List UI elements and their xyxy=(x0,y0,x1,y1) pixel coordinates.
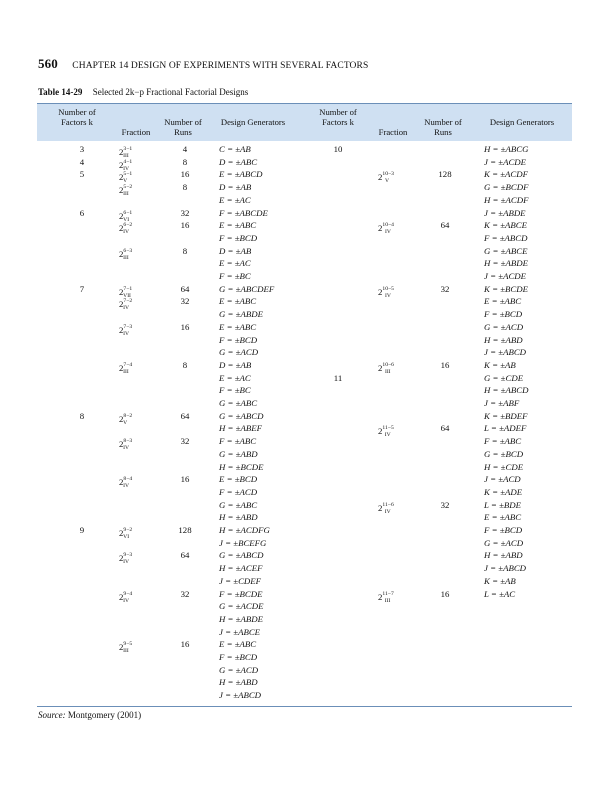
generator-right-11: K = ±BCDE xyxy=(484,283,528,294)
generator-left-5: F = ±ABCDE xyxy=(219,207,268,218)
fraction-left-32 xyxy=(119,550,133,567)
fraction-exponent: 9−4 xyxy=(123,590,133,597)
fraction-exponent: 8−2 xyxy=(123,412,133,419)
fraction-exponent: 9−3 xyxy=(123,552,133,559)
fraction-base: 2 xyxy=(119,248,124,259)
fraction-resolution: V xyxy=(123,178,128,185)
fraction-resolution: III xyxy=(123,191,129,198)
header-fraction-right: Fraction xyxy=(378,127,408,137)
generator-right-7: F = ±ABCD xyxy=(484,232,528,243)
generator-left-43: J = ±ABCD xyxy=(219,690,262,701)
generator-right-4: H = ±ACDF xyxy=(484,194,529,205)
fraction-base: 2 xyxy=(378,172,383,183)
generator-left-4: E = ±AC xyxy=(219,194,251,205)
generator-left-0: C = ±AB xyxy=(219,144,251,154)
fraction-left-14 xyxy=(119,322,133,339)
generator-right-24: G = ±BCD xyxy=(484,448,524,459)
runs-left-17: 8 xyxy=(182,359,188,370)
runs-left-6: 16 xyxy=(180,220,190,231)
fraction-resolution: V xyxy=(384,178,389,185)
table-body xyxy=(37,144,572,702)
generator-left-23: F = ±ABC xyxy=(219,436,257,447)
factors-left-1: 4 xyxy=(79,156,85,167)
fraction-exponent: 9−2 xyxy=(123,527,133,533)
fraction-exponent: 10−5 xyxy=(382,285,394,292)
fraction-exponent: 11−5 xyxy=(382,425,394,432)
generator-left-6: E = ±ABC xyxy=(219,220,257,231)
generator-left-9: E = ±AC xyxy=(219,258,251,269)
header-runs-right: Number of Runs xyxy=(424,117,462,138)
fraction-right-11 xyxy=(378,284,394,301)
generator-right-32: H = ±ABD xyxy=(484,550,523,561)
factors-left-11: 7 xyxy=(79,283,85,294)
generator-right-0: H = ±ABCG xyxy=(484,144,529,154)
fraction-base: 2 xyxy=(378,286,383,297)
fraction-resolution: IV xyxy=(123,445,130,452)
generator-right-22: L = ±ADEF xyxy=(484,423,527,434)
generator-left-15: F = ±BCD xyxy=(219,334,258,345)
fraction-exponent: 5−1 xyxy=(123,171,133,178)
fraction-left-17 xyxy=(119,360,133,377)
generator-right-20: J = ±ABF xyxy=(484,398,520,408)
fraction-base: 2 xyxy=(119,159,124,170)
factors-left-0: 3 xyxy=(79,144,85,154)
fraction-right-17 xyxy=(378,360,394,377)
fraction-base: 2 xyxy=(378,223,383,234)
fraction-resolution: IV xyxy=(123,597,130,604)
fraction-exponent: 8−3 xyxy=(123,438,133,445)
generator-left-21: G = ±ABCD xyxy=(219,410,264,421)
generator-left-28: G = ±ABC xyxy=(219,499,258,510)
fraction-left-30 xyxy=(119,525,133,542)
table-title: Selected 2k−p Fractional Factorial Designs xyxy=(92,87,249,97)
fraction-base: 2 xyxy=(119,210,124,221)
fraction-base: 2 xyxy=(119,172,124,183)
fraction-exponent: 7−1 xyxy=(123,285,133,292)
generator-right-28: L = ±BDE xyxy=(484,499,521,510)
table-header-block xyxy=(37,103,572,141)
fraction-base: 2 xyxy=(119,299,124,310)
generator-left-38: J = ±ABCE xyxy=(219,626,261,637)
fraction-left-35 xyxy=(119,589,133,606)
fraction-resolution: VI xyxy=(123,534,130,540)
generator-left-27: F = ±ACD xyxy=(219,486,258,497)
factors-right-18: 11 xyxy=(333,372,343,383)
generator-left-2: E = ±ABCD xyxy=(219,169,263,180)
fraction-resolution: VI xyxy=(123,216,130,223)
generator-right-15: H = ±ABD xyxy=(484,334,523,345)
generator-left-39: E = ±ABC xyxy=(219,639,257,650)
header-runs-left: Number of Runs xyxy=(164,117,202,138)
fraction-resolution: IV xyxy=(384,292,391,299)
generator-right-27: K = ±ADE xyxy=(484,486,523,497)
fraction-resolution: IV xyxy=(123,229,130,236)
fraction-resolution: IV xyxy=(123,559,130,566)
fraction-base: 2 xyxy=(119,477,124,488)
fraction-base: 2 xyxy=(119,553,124,564)
fraction-resolution: IV xyxy=(123,165,130,172)
fraction-resolution: III xyxy=(123,648,129,655)
fraction-exponent: 5−2 xyxy=(123,184,133,191)
runs-right-11: 32 xyxy=(440,283,450,294)
fraction-left-6 xyxy=(119,220,133,237)
generator-left-13: G = ±ABDE xyxy=(219,309,263,320)
fraction-resolution: III xyxy=(384,368,391,375)
runs-left-32: 64 xyxy=(180,550,190,561)
running-header xyxy=(38,56,368,72)
fraction-left-21 xyxy=(119,411,133,428)
fraction-right-22 xyxy=(378,423,394,440)
fraction-base: 2 xyxy=(119,642,124,653)
generator-left-36: G = ±ACDE xyxy=(219,601,264,612)
generator-right-2: K = ±ACDF xyxy=(484,169,528,180)
generator-left-11: G = ±ABCDEF xyxy=(219,283,275,294)
fraction-resolution: III xyxy=(123,153,129,159)
generator-left-10: F = ±BC xyxy=(219,271,251,281)
generator-left-37: H = ±ABDE xyxy=(219,613,263,624)
fraction-right-28 xyxy=(378,500,394,517)
source-text: Montgomery (2001) xyxy=(67,710,142,720)
fraction-exponent: 7−2 xyxy=(123,298,133,305)
generator-right-16: J = ±ABCD xyxy=(484,347,527,358)
fraction-base: 2 xyxy=(119,413,124,424)
fraction-base: 2 xyxy=(119,591,124,602)
fraction-resolution: IV xyxy=(384,432,391,439)
runs-left-14: 16 xyxy=(180,321,190,332)
fraction-exponent: 6−1 xyxy=(123,209,133,216)
fraction-exponent: 10−4 xyxy=(382,222,394,229)
generator-left-22: H = ±ABEF xyxy=(219,423,263,434)
runs-left-21: 64 xyxy=(180,410,190,421)
runs-right-35: 16 xyxy=(440,588,450,599)
fraction-exponent: 11−7 xyxy=(382,590,394,597)
fraction-exponent: 6−3 xyxy=(123,247,133,254)
source-label: Source: xyxy=(38,710,66,720)
fraction-right-6 xyxy=(378,220,394,237)
runs-left-35: 32 xyxy=(180,588,190,599)
fraction-base: 2 xyxy=(378,362,383,373)
generator-left-14: E = ±ABC xyxy=(219,321,257,332)
fraction-left-26 xyxy=(119,474,133,491)
generator-left-7: F = ±BCD xyxy=(219,232,258,243)
generator-left-26: E = ±BCD xyxy=(219,474,258,485)
fraction-exponent: 6−2 xyxy=(123,222,133,229)
fraction-left-3 xyxy=(119,182,133,199)
fraction-right-2 xyxy=(378,169,394,186)
fraction-base: 2 xyxy=(119,439,124,450)
runs-left-2: 16 xyxy=(180,169,190,180)
generator-left-17: D = ±AB xyxy=(219,359,252,370)
generator-right-9: H = ±ABDE xyxy=(484,258,528,269)
generator-right-14: G = ±ACD xyxy=(484,321,524,332)
generator-left-33: H = ±ACEF xyxy=(219,563,263,574)
generator-right-34: K = ±AB xyxy=(484,575,516,586)
fraction-exponent: 11−6 xyxy=(382,501,394,508)
table-caption xyxy=(38,87,248,97)
generator-right-26: J = ±ACD xyxy=(484,474,521,485)
runs-right-17: 16 xyxy=(440,359,450,370)
generator-left-24: G = ±ABD xyxy=(219,448,258,459)
generator-right-18: G = ±CDE xyxy=(484,372,524,383)
table-header-row xyxy=(37,104,572,141)
fraction-exponent: 7−4 xyxy=(123,361,133,368)
runs-right-28: 32 xyxy=(440,499,450,510)
generator-left-1: D = ±ABC xyxy=(219,156,258,167)
fraction-resolution: IV xyxy=(123,305,130,312)
fraction-resolution: V xyxy=(123,419,128,426)
fraction-exponent: 8−4 xyxy=(123,476,133,483)
fraction-exponent: 3−1 xyxy=(123,146,133,152)
fraction-resolution: III xyxy=(384,597,391,604)
fraction-resolution: IV xyxy=(123,330,130,337)
runs-left-12: 32 xyxy=(180,296,190,307)
factors-left-5: 6 xyxy=(79,207,85,218)
generator-right-13: F = ±BCD xyxy=(484,309,523,320)
generator-right-21: K = ±BDEF xyxy=(484,410,528,421)
generator-right-8: G = ±ABCE xyxy=(484,245,528,256)
page-number: 560 xyxy=(38,56,58,71)
generator-left-42: H = ±ABD xyxy=(219,677,258,688)
header-fraction-left: Fraction xyxy=(121,127,151,137)
fraction-exponent: 10−3 xyxy=(382,171,394,178)
generator-right-19: H = ±ABCD xyxy=(484,385,529,396)
fraction-base: 2 xyxy=(378,502,383,513)
generator-left-41: G = ±ACD xyxy=(219,664,259,675)
runs-right-2: 128 xyxy=(438,169,452,180)
generator-left-8: D = ±AB xyxy=(219,245,252,256)
fraction-exponent: 7−3 xyxy=(123,323,133,330)
fraction-base: 2 xyxy=(119,223,124,234)
runs-left-8: 8 xyxy=(182,245,188,256)
generator-right-33: J = ±ABCD xyxy=(484,563,527,574)
runs-left-0: 4 xyxy=(182,144,188,154)
generator-left-12: E = ±ABC xyxy=(219,296,257,307)
generator-left-34: J = ±CDEF xyxy=(219,575,262,586)
fraction-exponent: 4−1 xyxy=(123,158,133,165)
generator-right-17: K = ±AB xyxy=(484,359,516,370)
fraction-right-35 xyxy=(378,589,394,606)
fraction-left-39 xyxy=(119,639,133,656)
fraction-resolution: III xyxy=(123,368,129,375)
fraction-base: 2 xyxy=(119,185,124,196)
fraction-base: 2 xyxy=(119,362,124,373)
generator-right-29: E = ±ABC xyxy=(484,512,522,523)
fraction-resolution: VII xyxy=(123,292,131,299)
chapter-title: CHAPTER 14 DESIGN OF EXPERIMENTS WITH SEVERAL FACTORS xyxy=(72,61,369,71)
generator-left-19: F = ±BC xyxy=(219,385,251,396)
factors-left-2: 5 xyxy=(79,169,85,180)
runs-left-26: 16 xyxy=(180,474,190,485)
runs-left-5: 32 xyxy=(180,207,190,218)
fraction-base: 2 xyxy=(119,324,124,335)
generator-left-20: G = ±ABC xyxy=(219,398,258,408)
fraction-left-8 xyxy=(119,246,133,263)
runs-left-11: 64 xyxy=(180,283,190,294)
generator-left-32: G = ±ABCD xyxy=(219,550,264,561)
generator-left-31: J = ±BCEFG xyxy=(219,537,267,548)
generator-right-25: H = ±CDE xyxy=(484,461,524,472)
generator-left-30: H = ±ACDFG xyxy=(219,525,270,535)
fraction-resolution: III xyxy=(123,254,129,261)
runs-left-3: 8 xyxy=(182,182,188,193)
runs-right-22: 64 xyxy=(440,423,450,434)
table-bottom-rule xyxy=(37,706,572,707)
fraction-base: 2 xyxy=(119,147,124,157)
fraction-exponent: 9−5 xyxy=(123,641,133,648)
generator-right-23: F = ±ABC xyxy=(484,436,522,447)
generator-right-35: L = ±AC xyxy=(484,588,516,599)
generator-right-6: K = ±ABCE xyxy=(484,220,528,231)
generator-right-3: G = ±BCDF xyxy=(484,182,529,193)
generator-left-35: F = ±BCDE xyxy=(219,588,263,599)
fraction-base: 2 xyxy=(378,591,383,602)
header-factors-left: Number of Factors k xyxy=(58,107,96,128)
runs-left-39: 16 xyxy=(180,639,190,650)
source-note xyxy=(38,710,141,720)
fraction-left-12 xyxy=(119,296,133,313)
generator-left-18: E = ±AC xyxy=(219,372,251,383)
fraction-base: 2 xyxy=(378,426,383,437)
runs-left-23: 32 xyxy=(180,436,190,447)
runs-left-30: 128 xyxy=(178,525,192,535)
table-label: Table 14-29 xyxy=(38,87,83,97)
header-factors-right: Number of Factors k xyxy=(319,107,357,128)
generator-right-1: J = ±ACDE xyxy=(484,156,527,167)
generator-right-5: J = ±ABDE xyxy=(484,207,526,218)
fraction-base: 2 xyxy=(119,528,124,538)
generator-left-40: F = ±BCD xyxy=(219,652,258,662)
fraction-base: 2 xyxy=(119,286,124,297)
fraction-resolution: IV xyxy=(384,508,391,515)
generator-left-29: H = ±ABD xyxy=(219,512,258,523)
generator-left-16: G = ±ACD xyxy=(219,347,259,358)
generator-right-10: J = ±ACDE xyxy=(484,271,527,281)
factors-right-0: 10 xyxy=(333,144,343,154)
generator-right-31: G = ±ACD xyxy=(484,537,524,548)
runs-right-6: 64 xyxy=(440,220,450,231)
factors-left-21: 8 xyxy=(79,410,85,421)
header-generators-left: Design Generators xyxy=(220,117,286,127)
runs-left-1: 8 xyxy=(182,156,188,167)
fraction-left-23 xyxy=(119,436,133,453)
generator-left-25: H = ±BCDE xyxy=(219,461,264,472)
header-generators-right: Design Generators xyxy=(489,117,555,127)
fraction-resolution: IV xyxy=(123,483,130,490)
generator-right-30: F = ±BCD xyxy=(484,525,523,535)
generator-left-3: D = ±AB xyxy=(219,182,252,193)
generator-right-12: E = ±ABC xyxy=(484,296,522,307)
fraction-resolution: IV xyxy=(384,229,391,236)
factors-left-30: 9 xyxy=(79,525,85,535)
fraction-exponent: 10−6 xyxy=(382,361,394,368)
